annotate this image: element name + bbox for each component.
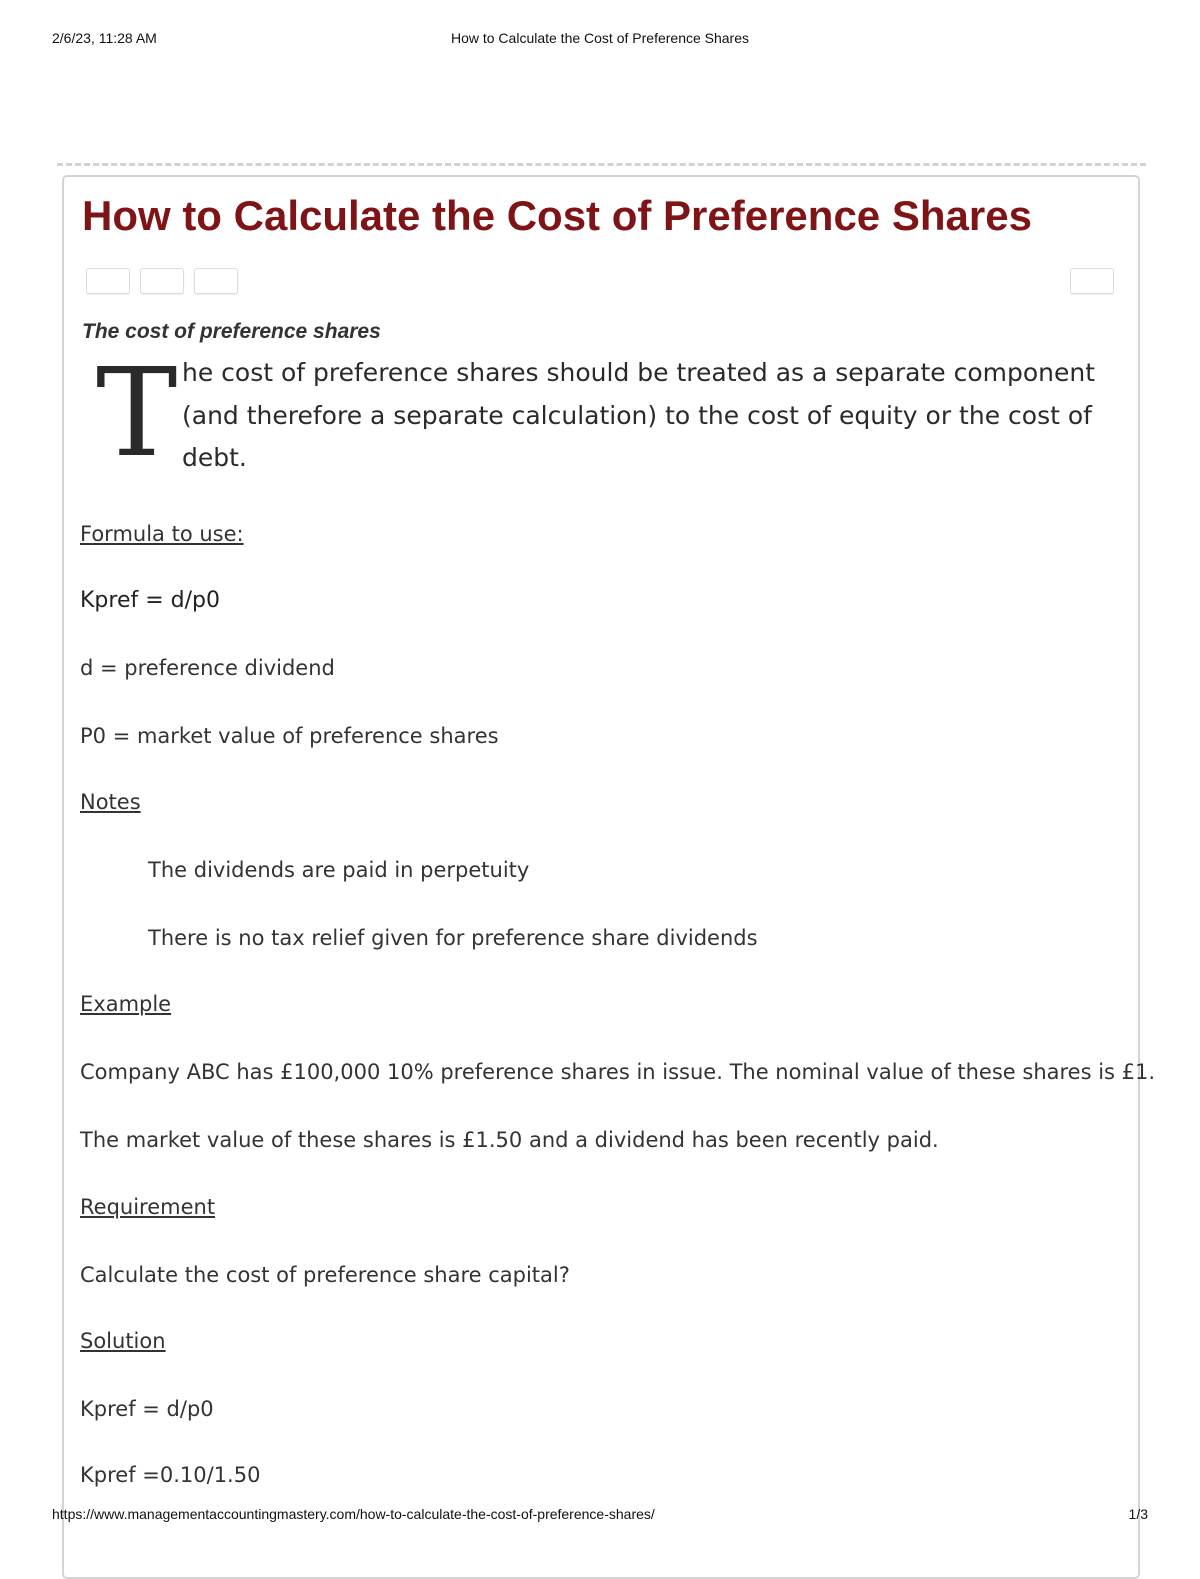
share-button-1[interactable] (86, 268, 130, 294)
note-item: The dividends are paid in perpetuity (148, 858, 530, 882)
formula-heading: Formula to use: (80, 522, 244, 546)
print-header (52, 30, 1148, 50)
print-date: 2/6/23, 11:28 AM (52, 30, 157, 46)
page-url: https://www.managementaccountingmastery.com/how-to-calculate-the-cost-of-preference-shares/ (52, 1506, 655, 1522)
article-subheading: The cost of preference shares (82, 320, 381, 343)
share-button-2[interactable] (140, 268, 184, 294)
dashed-divider (57, 163, 1146, 166)
formula: Kpref = d/p0 (80, 588, 220, 613)
solution-line: Kpref = d/p0 (80, 1397, 214, 1421)
article-title: How to Calculate the Cost of Preference Shares (82, 192, 1032, 239)
notes-heading: Notes (80, 790, 141, 814)
example-line: Company ABC has £100,000 10% preference shares in issue. The nominal value of these shares is £1. (80, 1060, 1156, 1084)
definition-d: d = preference dividend (80, 656, 335, 680)
example-line: The market value of these shares is £1.50 and a dividend has been recently paid. (80, 1128, 939, 1152)
example-heading: Example (80, 992, 172, 1016)
solution-heading: Solution (80, 1329, 166, 1353)
share-button-3[interactable] (194, 268, 238, 294)
print-footer (52, 1506, 1148, 1526)
requirement-heading: Requirement (80, 1195, 216, 1219)
page-number: 1/3 (1128, 1506, 1148, 1522)
drop-cap: T (96, 342, 178, 484)
print-title: How to Calculate the Cost of Preference Shares (450, 30, 750, 46)
intro-paragraph: he cost of preference shares should be treated as a separate component (and therefore a separate calculation) to the cost of equity or the cost of debt. (182, 358, 1096, 472)
note-item: There is no tax relief given for preference share dividends (148, 926, 758, 950)
requirement-text: Calculate the cost of preference share capital? (80, 1263, 570, 1287)
definition-p0: P0 = market value of preference shares (80, 724, 499, 748)
share-button-right[interactable] (1070, 268, 1114, 294)
solution-line: Kpref =0.10/1.50 (80, 1463, 261, 1487)
